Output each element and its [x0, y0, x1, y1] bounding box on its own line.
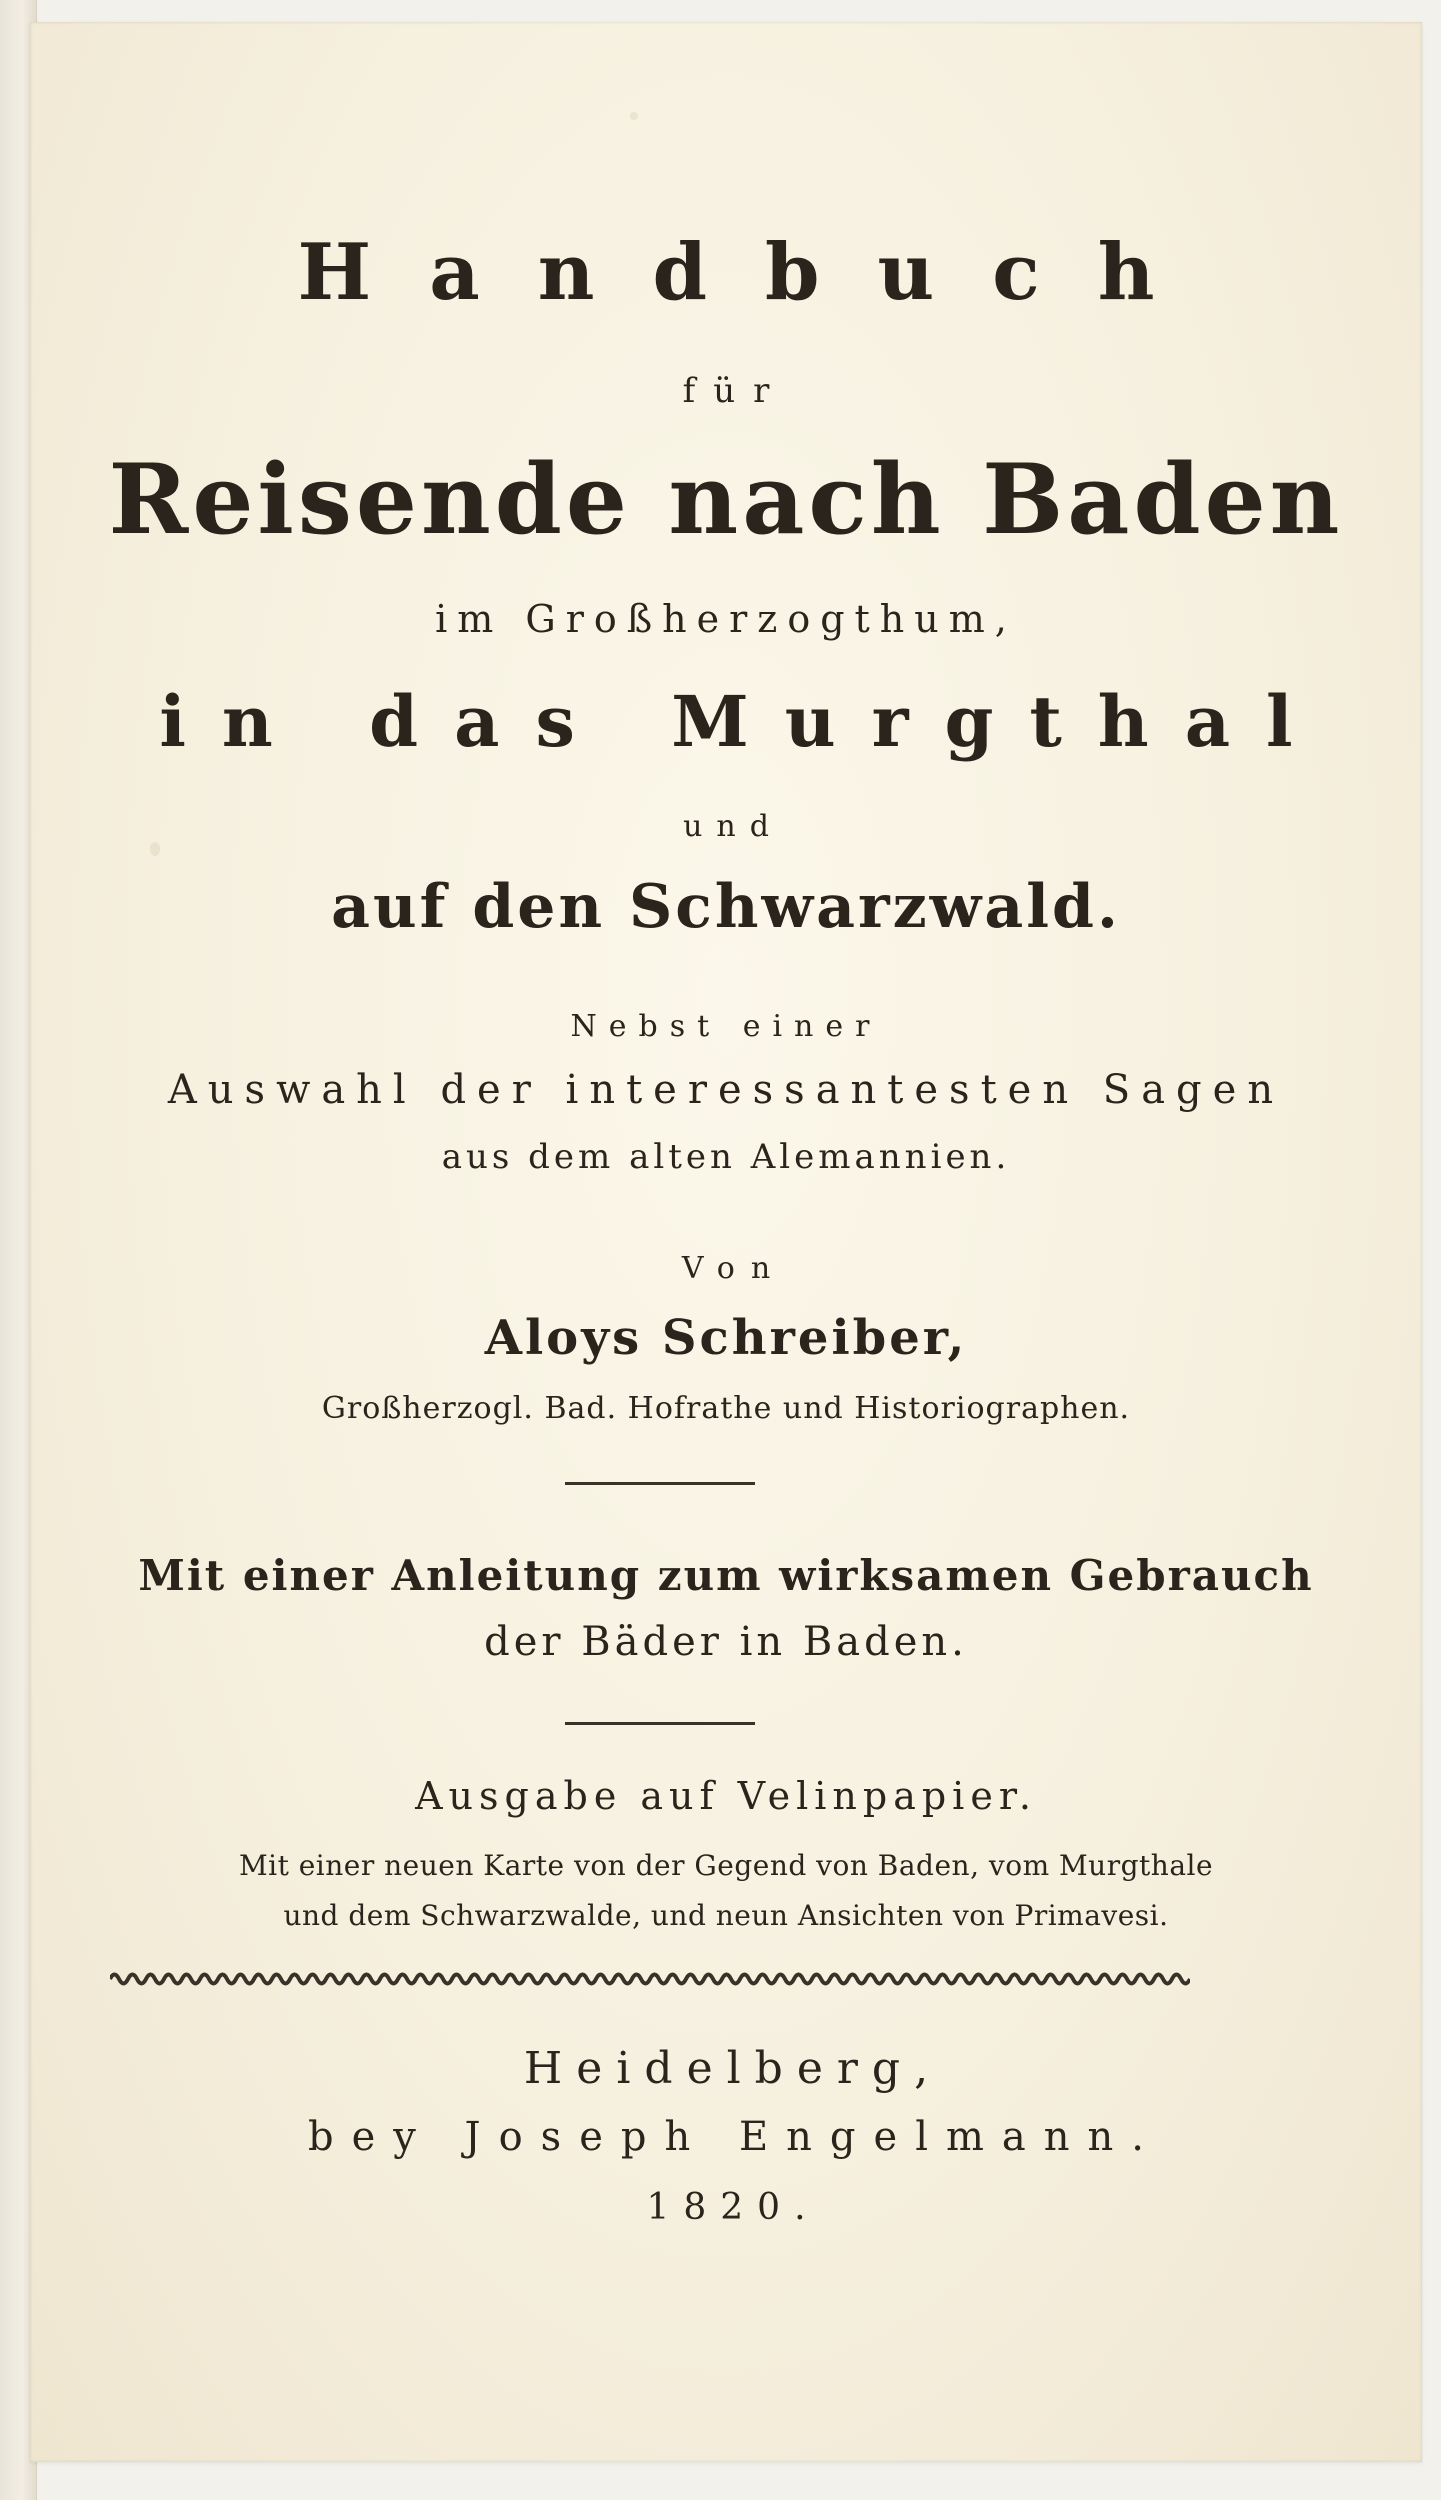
imprint-publisher: bey Joseph Engelmann.	[307, 2114, 1163, 2160]
baeder-line: der Bäder in Baden.	[484, 1619, 968, 1665]
title-page	[30, 22, 1422, 2462]
divider-rule	[565, 1482, 755, 1485]
book-title: Handbuch	[297, 227, 1213, 318]
main-title: Reisende nach Baden	[108, 443, 1344, 556]
ink-spot	[150, 842, 160, 856]
title-schwarzwald: auf den Schwarzwald.	[331, 872, 1121, 942]
title-murgthal: in das Murgthal	[159, 680, 1329, 763]
wavy-ornament-rule	[110, 1967, 1190, 1991]
von: Von	[681, 1251, 787, 1286]
imprint-place: Heidelberg,	[523, 2043, 943, 2094]
author-rank: Großherzogl. Bad. Hofrathe und Historiographen.	[321, 1391, 1131, 1426]
ink-spot	[630, 112, 638, 120]
subtitle-grossherzogthum: im Großherzogthum,	[435, 597, 1017, 641]
imprint-year: 1820.	[646, 2187, 820, 2228]
nebst-einer: Nebst einer	[570, 1009, 882, 1044]
anleitung-line: Mit einer Anleitung zum wirksamen Gebrauch	[138, 1551, 1314, 1600]
author-name: Aloys Schreiber,	[484, 1310, 968, 1366]
title-und: und	[683, 809, 783, 844]
map-note-line-2: und dem Schwarzwalde, und neun Ansichten von Primavesi.	[283, 1899, 1169, 1932]
map-note-line-1: Mit einer neuen Karte von der Gegend von Baden, vom Murgthale	[238, 1849, 1214, 1882]
title-fuer: für	[682, 371, 788, 411]
divider-rule	[565, 1722, 755, 1725]
auswahl-sagen: Auswahl der interessantesten Sagen	[167, 1067, 1285, 1113]
edition-line: Ausgabe auf Velinpapier.	[415, 1774, 1037, 1818]
aus-alemannien: aus dem alten Alemannien.	[441, 1137, 1011, 1177]
